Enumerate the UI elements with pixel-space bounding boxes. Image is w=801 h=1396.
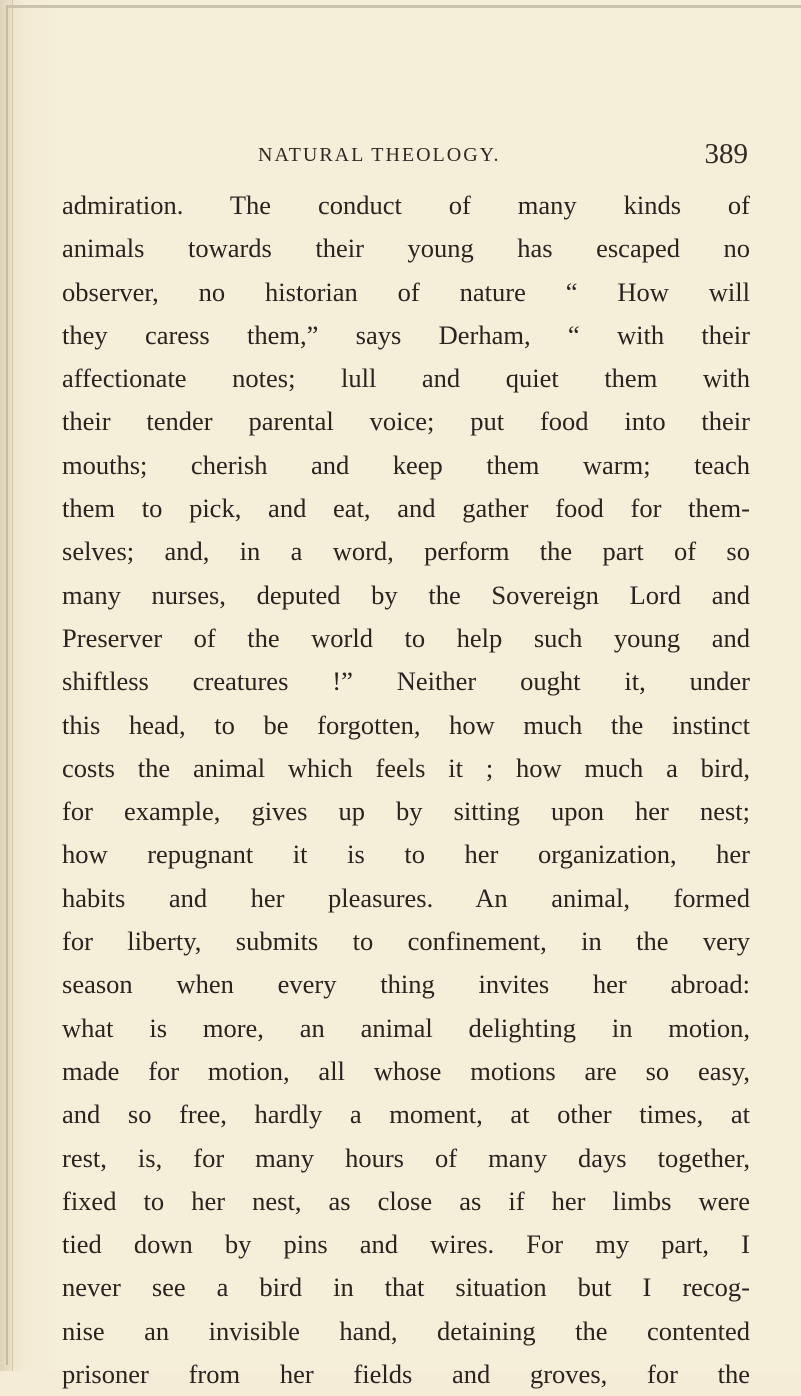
text-line: season when every thing invites her abroad:: [62, 969, 750, 1000]
text-line: them to pick, and eat, and gather food for them-: [62, 493, 750, 524]
text-line: affectionate notes; lull and quiet them with: [62, 363, 750, 394]
top-edge-rule: [6, 5, 801, 8]
page-header: [60, 138, 748, 178]
text-line: prisoner from her fields and groves, for the: [62, 1359, 750, 1390]
text-line: rest, is, for many hours of many days together,: [62, 1142, 750, 1173]
text-line: habits and her pleasures. An animal, formed: [62, 882, 750, 913]
text-line: they caress them,” says Derham, “ with their: [62, 319, 750, 350]
text-line: never see a bird in that situation but I recog-: [62, 1272, 750, 1303]
text-line: mouths; cherish and keep them warm; teach: [62, 449, 750, 480]
text-line: animals towards their young has escaped no: [62, 233, 750, 264]
text-line: and so free, hardly a moment, at other times, at: [62, 1099, 750, 1130]
text-line: for example, gives up by sitting upon her nest;: [62, 796, 750, 827]
text-line: Preserver of the world to help such young and: [62, 622, 750, 653]
text-line: how repugnant it is to her organization, her: [62, 839, 750, 870]
text-line: what is more, an animal delighting in motion,: [62, 1012, 750, 1043]
text-line: many nurses, deputed by the Sovereign Lord and: [62, 579, 750, 610]
text-line: fixed to her nest, as close as if her limbs were: [62, 1185, 750, 1216]
left-edge-rule: [6, 5, 8, 1365]
body-text: [62, 184, 750, 1396]
text-line: this head, to be forgotten, how much the instinct: [62, 709, 750, 740]
running-title: NATURAL THEOLOGY.: [258, 144, 501, 166]
text-line: observer, no historian of nature “ How will: [62, 276, 750, 307]
text-line: admiration. The conduct of many kinds of: [62, 190, 750, 220]
text-line: selves; and, in a word, perform the part of so: [62, 536, 750, 567]
text-line: tied down by pins and wires. For my part, I: [62, 1229, 750, 1260]
text-line: made for motion, all whose motions are so easy,: [62, 1055, 750, 1086]
text-line: for liberty, submits to confinement, in the very: [62, 926, 750, 957]
page-number: 389: [704, 138, 748, 170]
text-line: shiftless creatures !” Neither ought it, under: [62, 666, 750, 697]
text-line: nise an invisible hand, detaining the contented: [62, 1315, 750, 1346]
text-line: their tender parental voice; put food into their: [62, 406, 750, 437]
text-line: costs the animal which feels it ; how much a bird,: [62, 752, 750, 783]
